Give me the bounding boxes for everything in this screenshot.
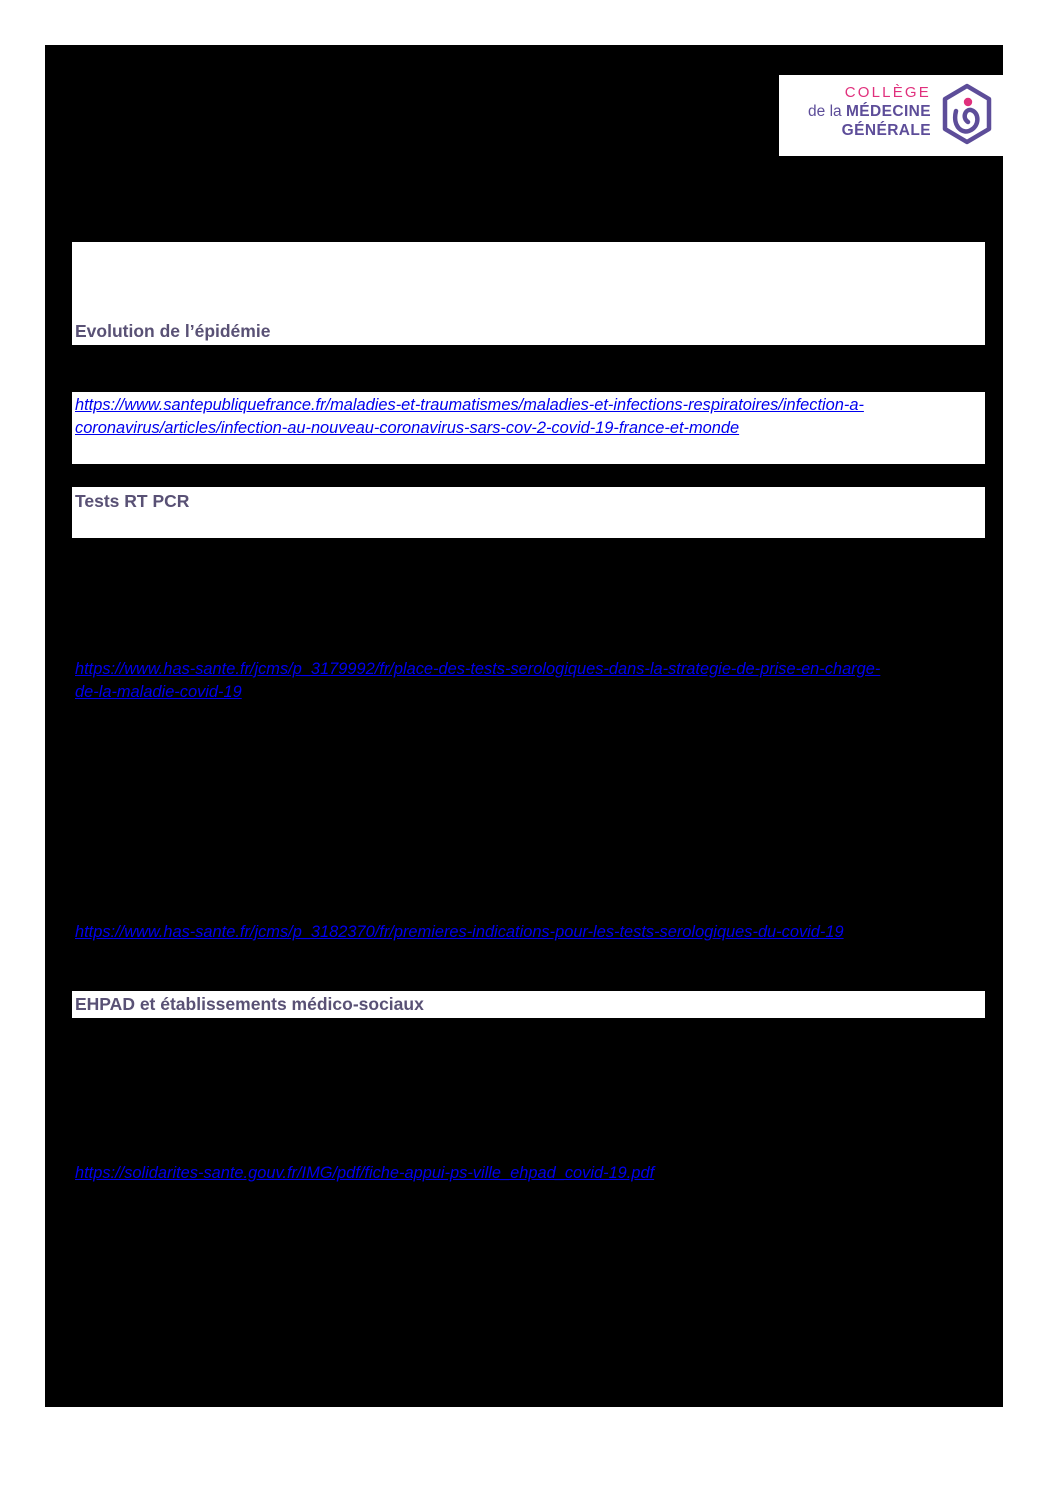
hexagon-person-icon (941, 83, 993, 145)
link-has-place-tests[interactable]: https://www.has-sante.fr/jcms/p_3179992/fr/place-des-tests-serologiques-dans-la-strategie-de-prise-en-charge- de-la-maladie-covid-19 (75, 660, 881, 701)
logo-college-text: COLLÈGE (844, 84, 931, 101)
link-sante-publique-france[interactable]: https://www.santepubliquefrance.fr/maladies-et-traumatismes/maladies-et-infections-respiratoires/infection-a- coronavirus/articles/infection-au-nouveau-coronavirus-sars-cov-2-covid-19-france-et-monde (75, 396, 864, 437)
college-medecine-generale-logo (779, 75, 1003, 156)
section-heading-ehpad: EHPAD et établissements médico-sociaux (75, 994, 424, 1014)
logo-medecine-text: MÉDECINE (845, 103, 931, 120)
link-has-premieres-indications[interactable]: https://www.has-sante.fr/jcms/p_3182370/fr/premieres-indications-pour-les-tests-serologiques-du-covid-19 (75, 923, 844, 941)
link-solidarites-sante[interactable]: https://solidarites-sante.gouv.fr/IMG/pdf/fiche-appui-ps-ville_ehpad_covid-19.pdf (75, 1164, 655, 1182)
section-ehpad (72, 991, 985, 1018)
logo-wordmark (808, 85, 931, 139)
logo-generale-text: GÉNÉRALE (841, 122, 931, 139)
section-heading-tests: Tests RT PCR (75, 491, 190, 511)
logo-medecine-line (808, 104, 931, 123)
logo-de-la-text: de la (808, 103, 842, 120)
section-evolution (72, 242, 985, 345)
section-tests (72, 487, 985, 538)
section-heading-evolution: Evolution de l’épidémie (75, 321, 271, 341)
